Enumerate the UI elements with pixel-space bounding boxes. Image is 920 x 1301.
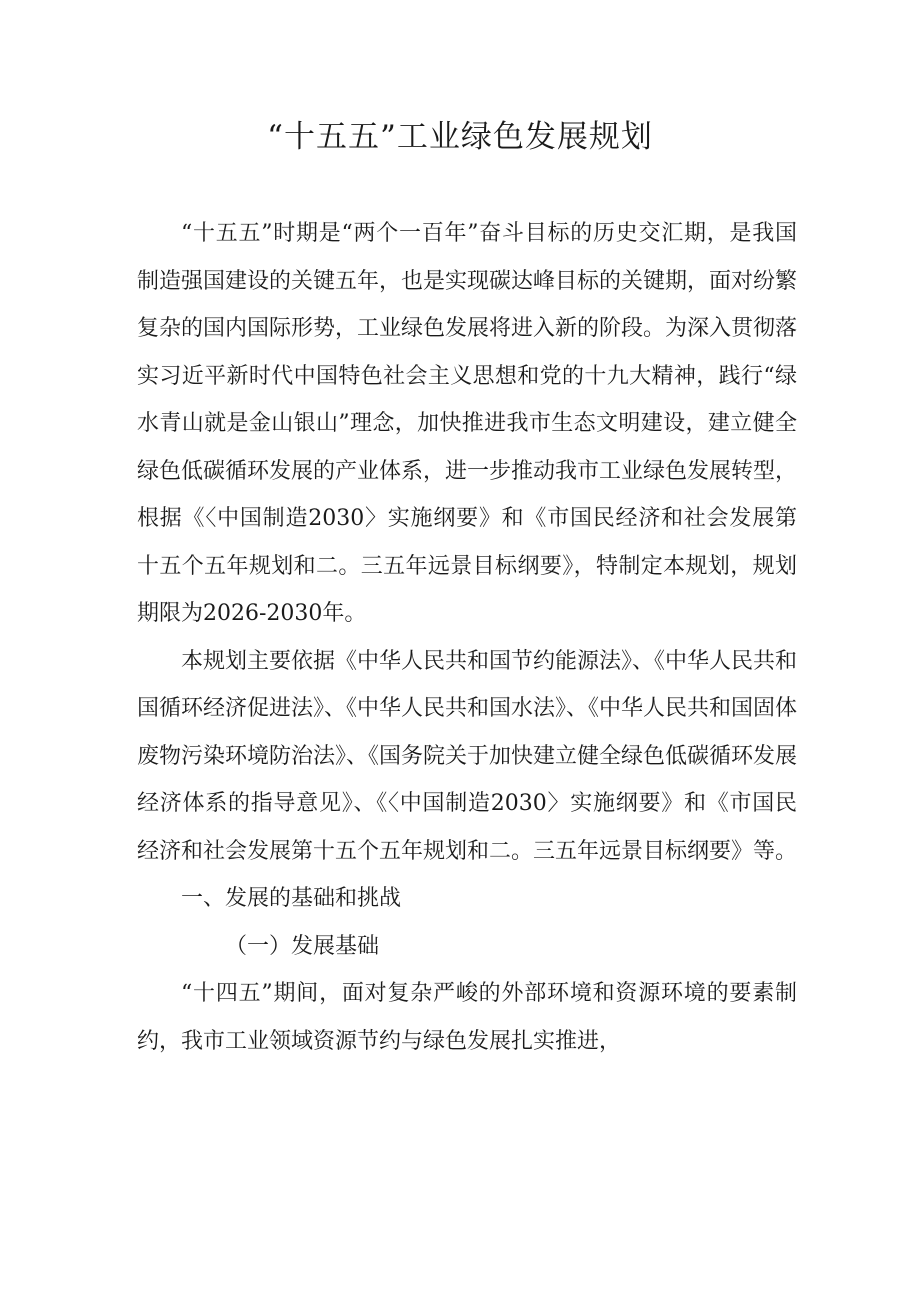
paragraph-legal-basis: 本规划主要依据《中华人民共和国节约能源法》、《中华人民共和国循环经济促进法》、《中华人民共和国水法》、《中华人民共和国固体废物污染环境防治法》、《国务院关于加快建立健全绿色低碳循环发展经济体系的指导意见》、《〈中国制造2030〉实施纲要》和《市国民经济和社会发展第十五个五年规划和二。三五年远景目标纲要》等。 — [137, 648, 798, 864]
document-body — [137, 210, 797, 1065]
paragraph-intro: “十五五”时期是“两个一百年”奋斗目标的历史交汇期，是我国制造强国建设的关键五年，也是实现碳达峰目标的关键期，面对纷繁复杂的国内国际形势，工业绿色发展将进入新的阶段。为深入贯彻落实习近平新时代中国特色社会主义思想和党的十九大精神，践行“绿水青山就是金山银山”理念，加快推进我市生态文明建设，建立健全绿色低碳循环发展的产业体系，进一步推动我市工业绿色发展转型，根据《〈中国制造2030〉实施纲要》和《市国民经济和社会发展第十五个五年规划和二。三五年远景目标纲要》，特制定本规划，规划期限为2026-2030年。 — [137, 221, 798, 626]
subsection-heading: （一）发展基础 — [225, 933, 380, 959]
paragraph-development-basis: “十四五”期间，面对复杂严峻的外部环境和资源环境的要素制约，我市工业领域资源节约与绿色发展扎实推进， — [137, 981, 797, 1054]
document-title: “十五五”工业绿色发展规划 — [267, 119, 653, 155]
section-heading: 一、发展的基础和挑战 — [181, 886, 402, 911]
